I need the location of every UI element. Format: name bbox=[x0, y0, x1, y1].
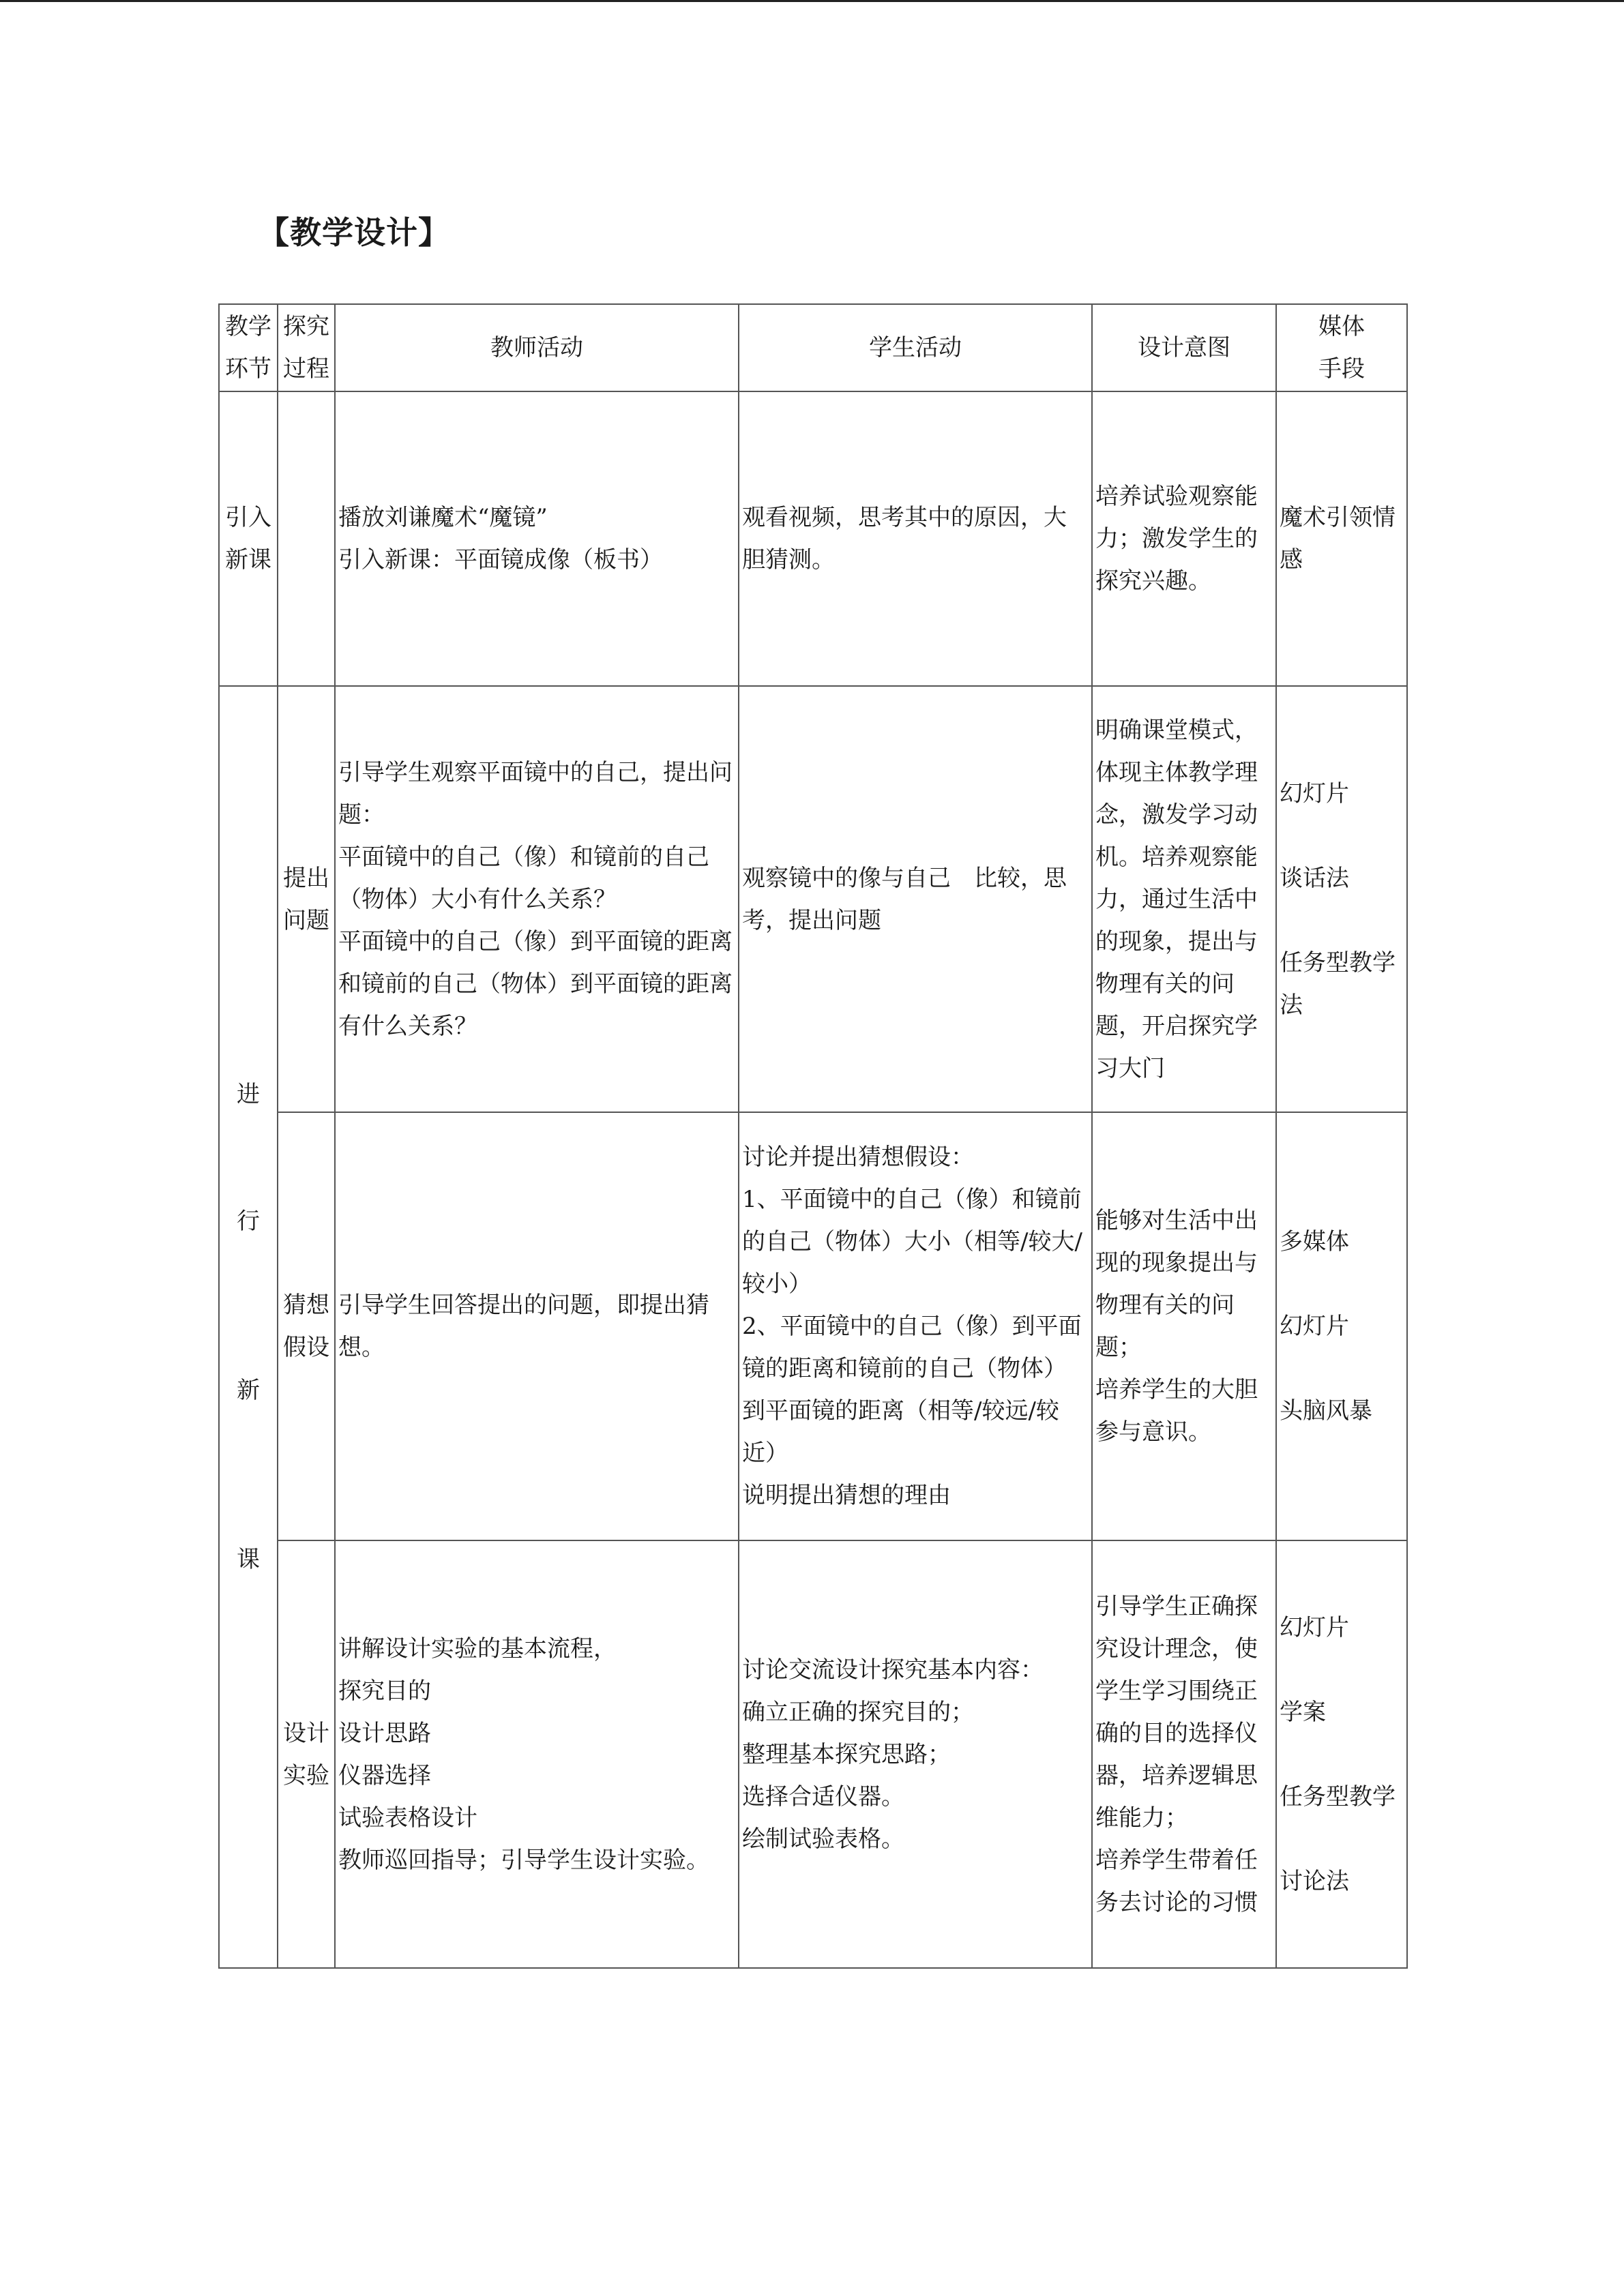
intro-intent: 培养试验观察能力；激发学生的探究兴趣。 bbox=[1092, 391, 1276, 686]
intro-media: 魔术引领情感 bbox=[1276, 391, 1407, 686]
question-student: 观察镜中的像与自己 比较，思考，提出问题 bbox=[739, 686, 1092, 1112]
question-intent: 明确课堂模式，体现主体教学理念，激发学习动机。培养观察能力，通过生活中的现象，提出与物理有关的问题，开启探究学习大门 bbox=[1092, 686, 1276, 1112]
row-intro bbox=[219, 391, 1407, 686]
question-media: 幻灯片 谈话法 任务型教学法 bbox=[1276, 686, 1407, 1112]
row-experiment bbox=[219, 1540, 1407, 1968]
row-hypothesis bbox=[219, 1112, 1407, 1540]
experiment-intent: 引导学生正确探究设计理念，使学生学习围绕正确的目的选择仪器，培养逻辑思维能力； 培养学生带着任务去讨论的习惯 bbox=[1092, 1540, 1276, 1968]
main-stage: 进 行 新 课 bbox=[219, 686, 278, 1968]
header-teacher: 教师活动 bbox=[335, 304, 739, 391]
experiment-teacher: 讲解设计实验的基本流程， 探究目的 设计思路 仪器选择 试验表格设计 教师巡回指导；引导学生设计实验。 bbox=[335, 1540, 739, 1968]
intro-process bbox=[278, 391, 335, 686]
experiment-media: 幻灯片 学案 任务型教学 讨论法 bbox=[1276, 1540, 1407, 1968]
hypothesis-intent: 能够对生活中出现的现象提出与物理有关的问题； 培养学生的大胆参与意识。 bbox=[1092, 1112, 1276, 1540]
experiment-process: 设计 实验 bbox=[278, 1540, 335, 1968]
header-student: 学生活动 bbox=[739, 304, 1092, 391]
header-process: 探究 过程 bbox=[278, 304, 335, 391]
teaching-design-table bbox=[218, 303, 1408, 1969]
intro-stage: 引入 新课 bbox=[219, 391, 278, 686]
question-process: 提出 问题 bbox=[278, 686, 335, 1112]
page-title: 【教学设计】 bbox=[258, 214, 450, 251]
hypothesis-student: 讨论并提出猜想假设： 1、平面镜中的自己（像）和镜前的自己（物体）大小（相等/较大/较小） 2、平面镜中的自己（像）到平面镜的距离和镜前的自己（物体）到平面镜的距离（相等/较远/较近） 说明提出猜想的理由 bbox=[739, 1112, 1092, 1540]
hypothesis-teacher: 引导学生回答提出的问题，即提出猜想。 bbox=[335, 1112, 739, 1540]
intro-student: 观看视频，思考其中的原因，大胆猜测。 bbox=[739, 391, 1092, 686]
header-stage: 教学 环节 bbox=[219, 304, 278, 391]
header-intent: 设计意图 bbox=[1092, 304, 1276, 391]
top-border-line bbox=[0, 0, 1624, 2]
experiment-student: 讨论交流设计探究基本内容： 确立正确的探究目的； 整理基本探究思路； 选择合适仪器。 绘制试验表格。 bbox=[739, 1540, 1092, 1968]
header-media: 媒体 手段 bbox=[1276, 304, 1407, 391]
hypothesis-media: 多媒体 幻灯片 头脑风暴 bbox=[1276, 1112, 1407, 1540]
question-teacher: 引导学生观察平面镜中的自己，提出问题： 平面镜中的自己（像）和镜前的自己（物体）大小有什么关系？ 平面镜中的自己（像）到平面镜的距离和镜前的自己（物体）到平面镜的距离有什么关系？ bbox=[335, 686, 739, 1112]
header-row bbox=[219, 304, 1407, 391]
intro-teacher: 播放刘谦魔术“魔镜” 引入新课：平面镜成像（板书） bbox=[335, 391, 739, 686]
row-question bbox=[219, 686, 1407, 1112]
hypothesis-process: 猜想 假设 bbox=[278, 1112, 335, 1540]
